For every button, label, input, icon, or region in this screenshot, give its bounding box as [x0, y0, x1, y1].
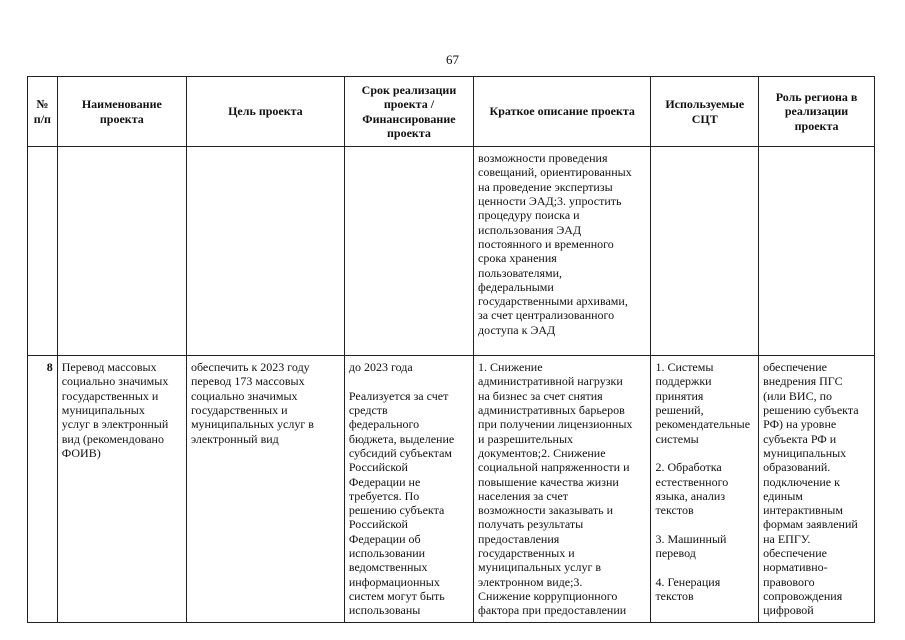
cell-technologies: 1. Системы поддержки принятия решений, рекомендательные системы 2. Обработка естественного языка, анализ текстов 3. Машинный перевод 4. Генерация текстов — [651, 356, 759, 622]
header-technologies: Используемые СЦТ — [651, 77, 759, 147]
header-description: Краткое описание проекта — [474, 77, 651, 147]
header-project-name: Наименование проекта — [57, 77, 186, 147]
table-row — [28, 147, 875, 356]
table-header-row — [28, 77, 875, 147]
cell-project-name — [57, 147, 186, 356]
header-project-goal: Цель проекта — [186, 77, 344, 147]
header-term-funding: Срок реализации проекта / Финансирование проекта — [344, 77, 473, 147]
cell-term-funding — [344, 147, 473, 356]
cell-project-name: Перевод массовых социально значимых государственных и муниципальных услуг в электронный вид (рекомендовано ФОИВ) — [57, 356, 186, 622]
projects-table — [27, 76, 875, 623]
page-number: 67 — [446, 52, 459, 67]
cell-description: 1. Снижение административной нагрузки на бизнес за счет снятия административных барьеров при получении лицензионных и разрешительных документов;2. Снижение социальной напряженности и повышение качества жизни населения за счет возможности заказывать и получать результаты предоставления государственных и муниципальных услуг в электронном виде;3. Снижение коррупционного фактора при предоставлении — [474, 356, 651, 622]
cell-project-goal: обеспечить к 2023 году перевод 173 массовых социально значимых государственных и муниципальных услуг в электронный вид — [186, 356, 344, 622]
cell-number: 8 — [28, 356, 58, 622]
cell-description: возможности проведения совещаний, ориентированных на проведение экспертизы ценности ЭАД;3. упростить процедуру поиска и использования ЭАД постоянного и временного срока хранения пользователями, федеральными государственными архивами, за счет централизованного доступа к ЭАД — [474, 147, 651, 356]
header-number: № п/п — [28, 77, 58, 147]
cell-project-goal — [186, 147, 344, 356]
header-region-role: Роль региона в реализации проекта — [759, 77, 875, 147]
table-row — [28, 356, 875, 622]
cell-number — [28, 147, 58, 356]
cell-region-role: обеспечение внедрения ПГС (или ВИС, по решению субъекта РФ) на уровне субъекта РФ и муниципальных образований. подключение к единым интерактивным формам заявлений на ЕПГУ. обеспечение нормативно- правового сопровождения цифровой — [759, 356, 875, 622]
cell-technologies — [651, 147, 759, 356]
cell-region-role — [759, 147, 875, 356]
cell-term-funding: до 2023 года Реализуется за счет средств федерального бюджета, выделение субсидий субъектам Российской Федерации не требуется. По решению субъекта Российской Федерации об использовании ведомственных информационных систем могут быть использованы — [344, 356, 473, 622]
